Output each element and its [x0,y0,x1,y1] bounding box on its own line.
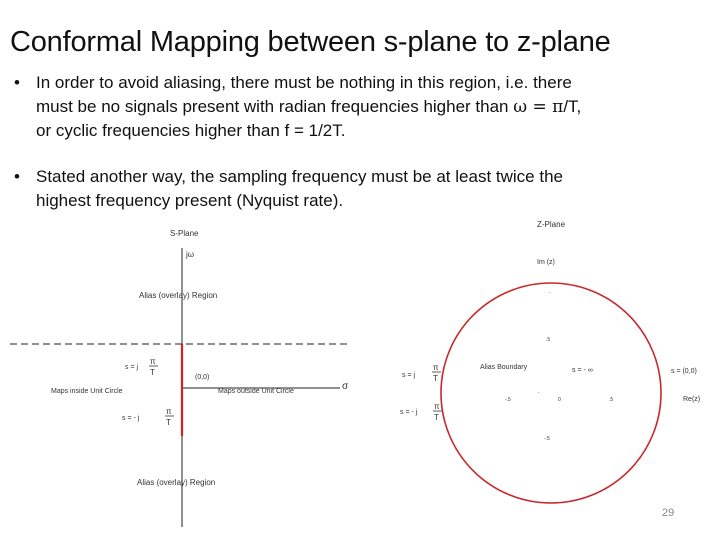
s-plane-imag-label: jω [186,250,195,259]
bullet-aliasing-line-2: must be no signals present with radian frequencies higher than ω = π/T, [36,97,582,117]
z-plane-title: Z-Plane [537,220,566,229]
maps-inside-label: Maps inside Unit Circle [51,388,123,395]
s-origin-label: s = (0,0) [671,368,697,375]
z-tick-center: 0 [558,397,561,403]
z-plane-upper-pi: π [433,363,439,372]
bullet-dot: • [14,167,20,186]
s-minus-infinity-label: s = - ∞ [572,367,593,374]
s-plane-title: S-Plane [170,229,199,238]
z-plane-im-label: Im (z) [537,259,555,266]
slide-title: Conformal Mapping between s-plane to z-plane [10,26,611,58]
unit-circle [441,283,661,503]
bullet-dot: • [14,73,20,92]
maps-outside-label: Maps outside Unit Circle [218,388,294,395]
s-plane-alias-top-label: Alias (overlay) Region [139,291,218,300]
z-plane-upper-T: T [433,374,438,383]
page-number: 29 [662,507,675,519]
s-plane-origin-label: (0,0) [195,374,210,381]
z-plane-lower-T: T [434,413,439,422]
z-tick-center-dot: . [538,389,540,395]
s-plane-upper-s-label: s = j [125,364,139,371]
z-tick-top: .5 [546,337,551,343]
sigma-label: σ [342,381,349,392]
s-plane-upper-T: T [150,368,155,377]
bullet-aliasing-line-3: or cyclic frequencies higher than f = 1/2T. [36,121,346,140]
s-plane-upper-pi: π [150,357,156,366]
z-plane-upper-s-label: s = j [402,372,416,379]
z-tick-bottom: -.5 [544,436,550,442]
bullet-nyquist-line-1: Stated another way, the sampling frequency must be at least twice the [36,167,563,186]
z-plane [400,220,700,503]
s-plane-lower-s-label: s = - j [122,415,140,422]
s-plane-alias-bottom-label: Alias (overlay) Region [137,478,216,487]
bullet-aliasing-line-1: In order to avoid aliasing, there must be nothing in this region, i.e. there [36,73,572,92]
z-tick-right: .5 [609,397,614,403]
s-plane [10,229,350,527]
z-tick-left: -.5 [505,397,511,403]
s-plane-lower-pi: π [166,407,172,416]
s-plane-lower-T: T [166,418,171,427]
bullet-nyquist-line-2: highest frequency present (Nyquist rate). [36,191,344,210]
z-plane-lower-s-label: s = - j [400,409,418,416]
re-z-label: Re(z) [683,396,701,403]
z-plane-lower-pi: π [434,402,440,411]
alias-boundary-label: Alias Boundary [480,364,528,371]
z-tick-top-dot: . [549,289,551,295]
omega-equation: ω = π [513,97,564,117]
